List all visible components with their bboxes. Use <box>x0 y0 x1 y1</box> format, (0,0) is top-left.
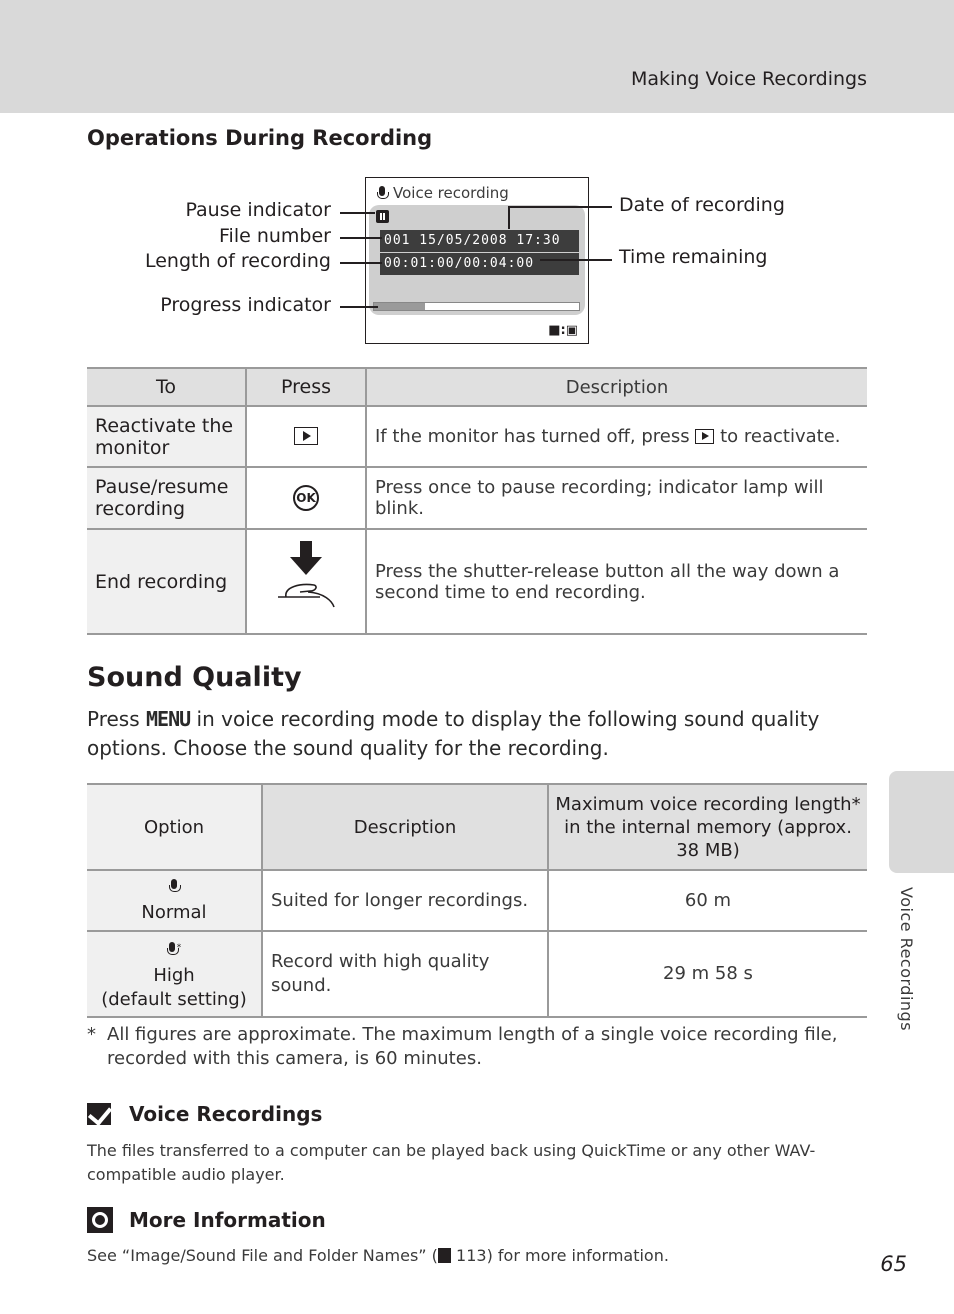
screen-title <box>377 184 509 202</box>
table-row <box>87 870 867 931</box>
running-header: Making Voice Recordings <box>631 68 867 90</box>
operations-table <box>87 367 867 635</box>
chapter-tab-label: Voice Recordings <box>897 887 916 1032</box>
row-press <box>246 406 366 467</box>
microphone-normal-icon <box>169 879 179 894</box>
sound-quality-icon: ■ <box>548 323 561 338</box>
page-reference-icon <box>438 1248 451 1263</box>
row-to: End recording <box>87 529 246 634</box>
chapter-tab <box>889 771 954 873</box>
page-number: 65 <box>880 1252 907 1276</box>
row-length: 29 m 58 s <box>548 931 867 1017</box>
note-more-information-heading: More Information <box>87 1205 326 1235</box>
row-press <box>246 467 366 529</box>
microphone-icon <box>377 186 387 201</box>
progress-bar <box>373 302 580 311</box>
playback-button-icon <box>695 429 714 444</box>
callout-pause-indicator: Pause indicator <box>185 199 331 221</box>
callout-progress-indicator: Progress indicator <box>160 294 331 316</box>
playback-button-icon <box>294 427 318 445</box>
shutter-release-button-icon <box>274 539 338 619</box>
row-description: Press the shutter-release button all the way down a second time to end recording. <box>366 529 867 634</box>
header-description: Description <box>366 368 867 406</box>
microphone-high-icon <box>167 942 177 957</box>
note-voice-recordings-heading: Voice Recordings <box>87 1099 322 1129</box>
header-option: Option <box>87 784 262 870</box>
row-description: Record with high quality sound. <box>262 931 548 1017</box>
row-description: Suited for longer recordings. <box>262 870 548 931</box>
screen-file-date-line: 001 15/05/2008 17:30 <box>380 230 579 252</box>
progress-bar-fill <box>374 303 425 310</box>
record-icon: ▣ <box>565 323 578 338</box>
sound-quality-table <box>87 783 867 1018</box>
row-description: If the monitor has turned off, press to reactivate. <box>366 406 867 467</box>
table-header-row <box>87 368 867 406</box>
check-note-icon <box>87 1099 117 1129</box>
table-row <box>87 931 867 1017</box>
leader-line <box>340 262 382 264</box>
menu-button-icon: MENU <box>146 707 191 731</box>
screen-length-line: 00:01:00/00:04:00 <box>380 253 579 275</box>
header-description: Description <box>262 784 548 870</box>
table-header-row <box>87 784 867 870</box>
leader-line <box>508 206 510 229</box>
leader-line <box>508 206 612 208</box>
leader-line <box>340 212 375 214</box>
header-band <box>0 0 954 113</box>
ok-button-icon: OK <box>293 485 319 511</box>
header-press: Press <box>246 368 366 406</box>
leader-line <box>340 237 382 239</box>
header-to: To <box>87 368 246 406</box>
table-row <box>87 467 867 529</box>
row-press <box>246 529 366 634</box>
screen-title-text: Voice recording <box>393 184 509 202</box>
callout-file-number: File number <box>219 225 331 247</box>
sound-quality-intro: Press MENU in voice recording mode to display the following sound quality options. Choose the sound quality for the recording. <box>87 707 820 760</box>
screen-bottom-icons: ■:▣ <box>548 323 578 338</box>
row-length: 60 m <box>548 870 867 931</box>
note-voice-recordings-text: The files transferred to a computer can be played back using QuickTime or any other WAV-compatible audio player. <box>87 1141 816 1184</box>
row-description: Press once to pause recording; indicator lamp will blink. <box>366 467 867 529</box>
row-option: Normal <box>87 870 262 931</box>
row-option: * High (default setting) <box>87 931 262 1017</box>
leader-line <box>340 306 378 308</box>
row-to: Pause/resume recording <box>87 467 246 529</box>
leader-line <box>540 259 612 261</box>
operations-heading: Operations During Recording <box>87 126 433 150</box>
sound-quality-heading: Sound Quality <box>87 662 302 693</box>
row-to: Reactivate the monitor <box>87 406 246 467</box>
header-max-length: Maximum voice recording length* in the internal memory (approx. 38 MB) <box>548 784 867 870</box>
table-row <box>87 406 867 467</box>
pause-indicator-icon <box>376 210 389 223</box>
callout-date-of-recording: Date of recording <box>619 194 785 216</box>
more-info-icon <box>87 1205 117 1235</box>
callout-length-of-recording: Length of recording <box>144 250 331 272</box>
note-more-information-text: See “Image/Sound File and Folder Names” ( 113) for more information. <box>87 1246 669 1265</box>
callout-time-remaining: Time remaining <box>619 246 768 268</box>
table-row <box>87 529 867 634</box>
